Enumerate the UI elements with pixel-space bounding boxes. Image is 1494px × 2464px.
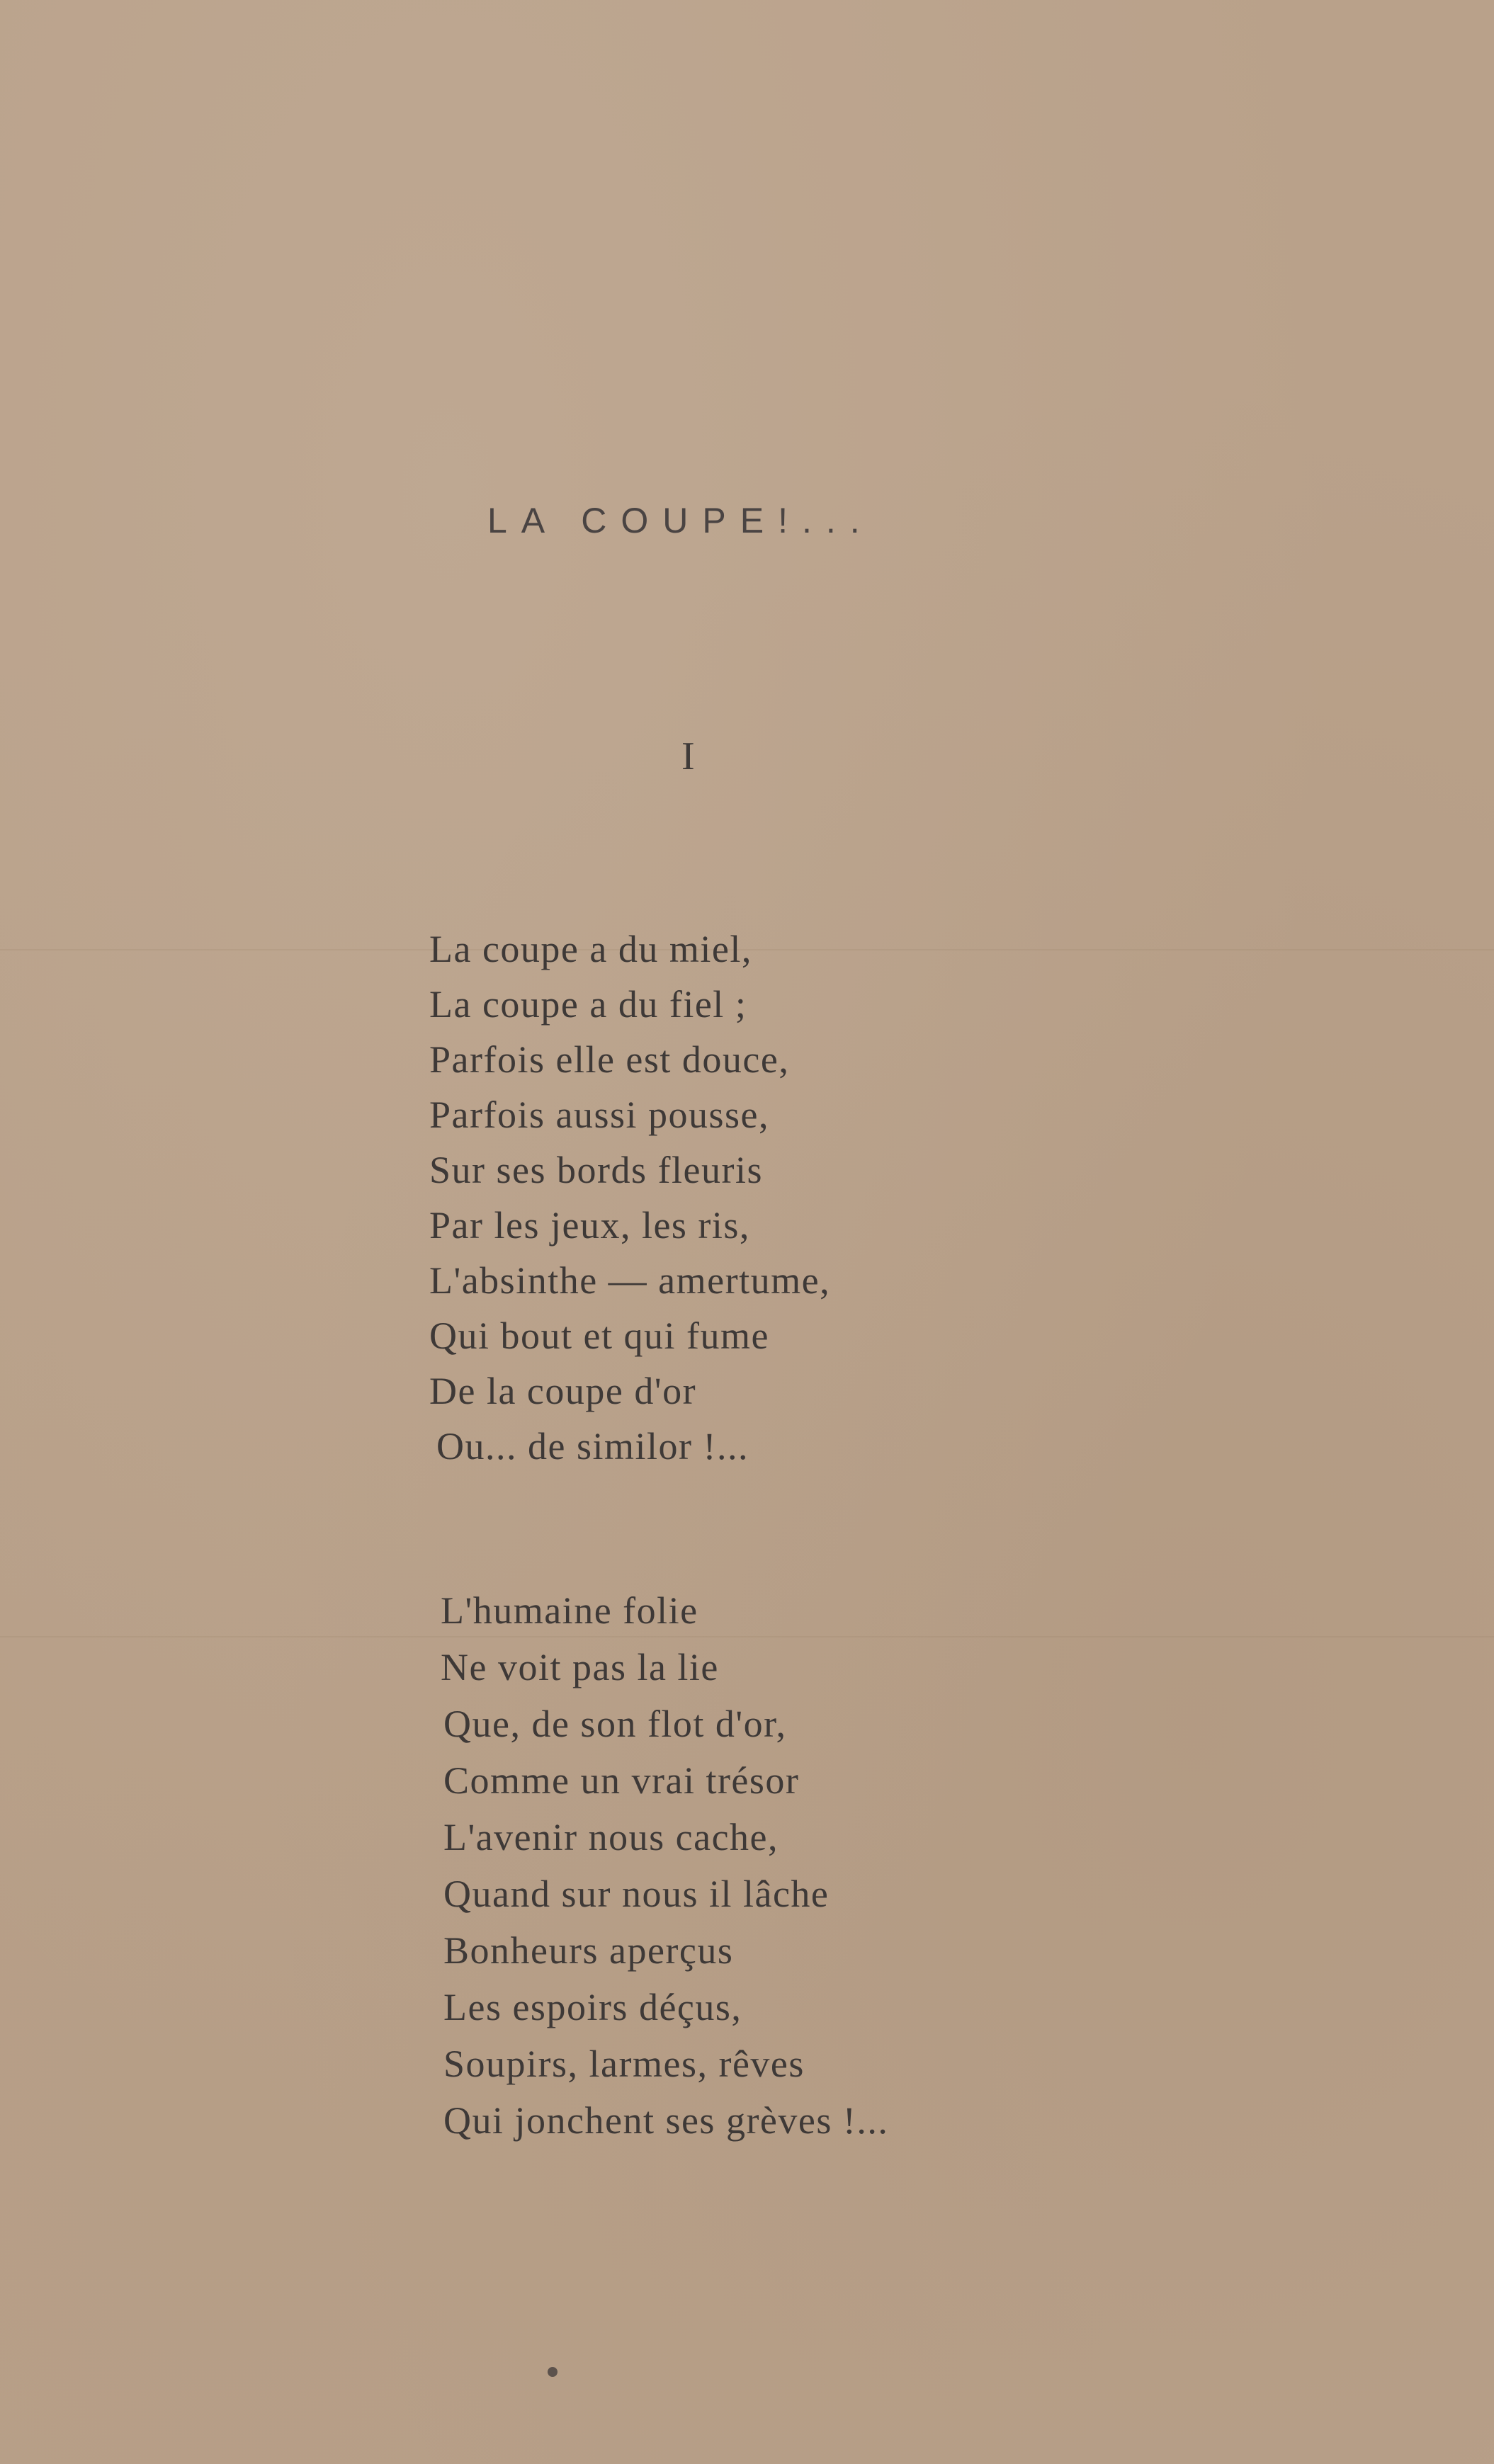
verse-line: Que, de son flot d'or, [443, 1703, 787, 1745]
verse-line: De la coupe d'or [429, 1370, 697, 1412]
verse-line: Par les jeux, les ris, [429, 1204, 750, 1247]
verse-line: La coupe a du fiel ; [429, 983, 747, 1026]
verse-line: Ne voit pas la lie [441, 1646, 719, 1688]
verse-line: La coupe a du miel, [429, 928, 752, 970]
verse-line: Qui jonchent ses grèves !... [443, 2099, 889, 2142]
verse-line: L'absinthe — amertume, [429, 1259, 831, 1302]
paper-fold [0, 1636, 1494, 1637]
verse-line: Qui bout et qui fume [429, 1315, 769, 1357]
section-numeral: I [681, 734, 695, 778]
verse-line: Les espoirs déçus, [443, 1986, 742, 2028]
verse-line: Parfois aussi pousse, [429, 1094, 769, 1136]
verse-line: Quand sur nous il lâche [443, 1873, 830, 1915]
verse-line: Comme un vrai trésor [443, 1759, 800, 1802]
verse-line: Ou... de similor !... [436, 1425, 749, 1467]
verse-line: Parfois elle est douce, [429, 1038, 790, 1081]
verse-line: Sur ses bords fleuris [429, 1149, 763, 1191]
verse-line: Soupirs, larmes, rêves [443, 2043, 805, 2085]
verse-line: L'avenir nous cache, [443, 1816, 779, 1858]
verse-line: L'humaine folie [441, 1589, 698, 1632]
verse-line: Bonheurs aperçus [443, 1929, 734, 1972]
poem-title: LA COUPE!... [487, 501, 874, 540]
ink-spot [548, 2367, 558, 2377]
